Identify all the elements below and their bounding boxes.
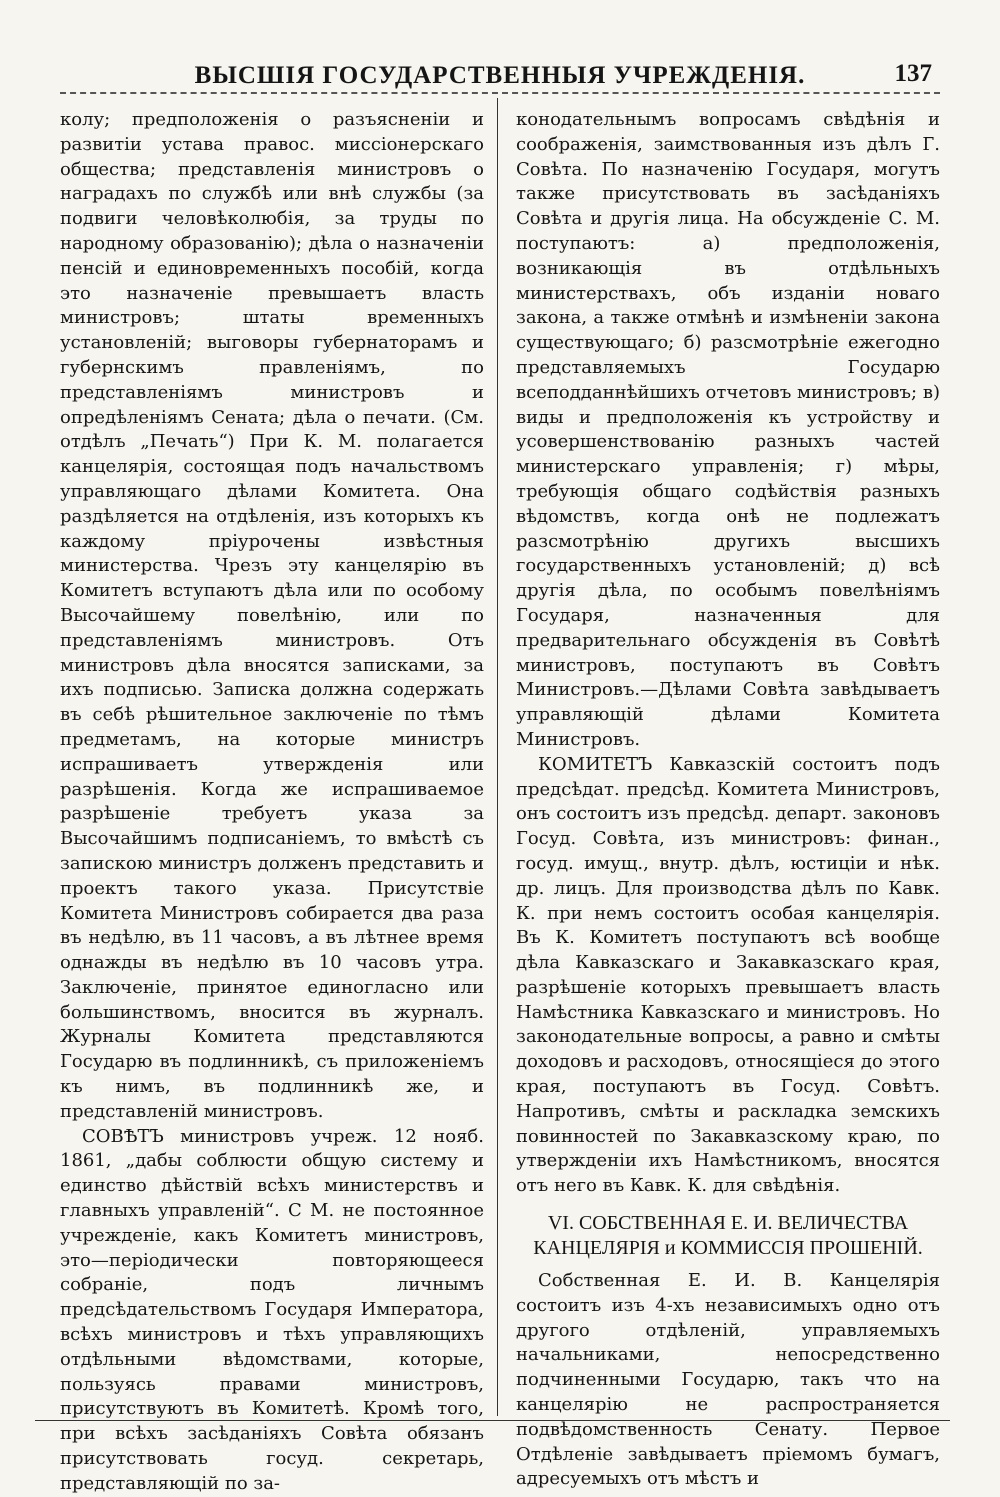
left-column — [60, 108, 490, 1494]
header-rule — [60, 92, 940, 94]
left-paragraph-1: колу; предположенія о разъясненіи и развитіи устава правос. миссіонерскаго общества; представленія министровъ о наградахъ по службѣ или внѣ службы (за подвиги человѣколюбія, за труды по народному образованію); дѣла о назначеніи пенсій и единовременныхъ пособій, когда это назначеніе превышаетъ власть министровъ; штаты временныхъ установленій; выговоры губернаторамъ и губернскимъ правленіямъ, по представленіямъ министровъ и опредѣленіямъ Сената; дѣла о печати. (См. отдѣлъ „Печать“) При К. М. полагается канцелярія, состоящая подъ начальствомъ управляющаго дѣлами Комитета. Она раздѣляется на отдѣленія, изъ которыхъ къ каждому пріурочены извѣстныя министерства. Чрезъ эту канцелярію въ Комитетъ вступаютъ дѣла или по особому Высочайшему повелѣнію, или по представленіямъ министровъ. Отъ министровъ дѣла вносятся записками, за ихъ подписью. Записка должна содержать въ себѣ рѣшительное заключеніе по тѣмъ предметамъ, на которые министръ испрашиваетъ утвержденія или разрѣшенія. Когда же испрашиваемое разрѣшеніе требуетъ указа за Высочайшимъ подписаніемъ, то вмѣстѣ съ запискою министръ долженъ представить и проектъ такого указа. Присутствіе Комитета Министровъ собирается два раза въ недѣлю, въ 11 часовъ, а въ лѣтнее время однажды въ недѣлю въ 10 часовъ утра. Заключеніе, принятое единогласно или большинствомъ, вносится въ журналъ. Журналы Комитета представляются Государю въ подлинникѣ, съ приложеніемъ къ нимъ, въ подлинникѣ же, и представленій министровъ. — [60, 109, 484, 1122]
right-paragraph-2: КОМИТЕТЪ Кавказскій состоитъ подъ предсѣдат. предсѣд. Комитета Министровъ, онъ состоитъ изъ предсѣд. департ. законовъ Госуд. Совѣта, изъ министровъ: финан., госуд. имущ., внутр. дѣлъ, юстиціи и нѣк. др. лицъ. Для производства дѣлъ по Кавк. К. при немъ состоитъ особая канцелярія. Въ К. Комитетъ поступаютъ всѣ вообще дѣла Кавказскаго и Закавказскаго края, разрѣшеніе которыхъ превышаетъ власть Намѣстника Кавказскаго и министровъ. Но законодательные вопросы, а равно и смѣты доходовъ и расходовъ, относящіеся до этого края, поступаютъ въ Госуд. Совѣтъ. Напротивъ, смѣты и раскладка земскихъ повинностей по Закавказскому краю, по утвержденіи ихъ Намѣстникомъ, вносятся отъ него въ Кавк. К. для свѣдѣнія. — [516, 753, 940, 1197]
bottom-rule — [35, 1420, 950, 1421]
right-paragraph-3: Собственная Е. И. В. Канцелярія состоитъ изъ 4-хъ независимыхъ одно отъ другого отдѣленій, управляемыхъ начальниками, непосредственно подчиненными Государю, такъ что на канцелярію не распространяется подвѣдомственность Сенату. Первое Отдѣленіе завѣдываетъ пріемомъ бумагъ, адресуемыхъ отъ мѣстъ и — [516, 1270, 940, 1490]
right-column — [510, 108, 940, 1490]
section-heading: VI. СОБСТВЕННАЯ Е. И. ВЕЛИЧЕСТВА КАНЦЕЛЯРІЯ и КОММИССІЯ ПРОШЕНІЙ. — [533, 1212, 923, 1260]
page-header — [60, 56, 940, 96]
right-paragraph-1: конодательнымъ вопросамъ свѣдѣнія и соображенія, заимствованныя изъ дѣлъ Г. Совѣта. По назначенію Государя, могутъ также присутствовать въ засѣданіяхъ Совѣта и другія лица. На обсужденіе С. М. поступаютъ: а) предположенія, возникающія въ отдѣльныхъ министерствахъ, объ изданіи новаго закона, а также отмѣнѣ и измѣненіи закона существующаго; б) разсмотрѣніе ежегодно представляемыхъ Государю всеподданнѣйшихъ отчетовъ министровъ; в) виды и предположенія къ устройству и усовершенствованію разныхъ частей министерскаго управленія; г) мѣры, требующія общаго содѣйствія разныхъ вѣдомствъ, когда онѣ не подлежатъ разсмотрѣнію другихъ высшихъ государственныхъ установленій; д) всѣ другія дѣла, по особымъ повелѣніямъ Государя, назначенныя для предварительнаго обсужденія въ Совѣтѣ министровъ, поступаютъ въ Совѣтъ Министровъ.—Дѣлами Совѣта завѣдываетъ управляющій дѣлами Комитета Министровъ. — [516, 109, 940, 750]
left-paragraph-2: СОВѢТЪ министровъ учреж. 12 нояб. 1861, „дабы соблюсти общую систему и единство дѣйствій всѣхъ министерствъ и главныхъ управленій“. С М. не постоянное учрежденіе, какъ Комитетъ министровъ, это—періодически повторяющееся собраніе, подъ личнымъ предсѣдательствомъ Государя Императора, всѣхъ министровъ и тѣхъ управляющихъ отдѣльными вѣдомствами, которые, пользуясь правами министровъ, присутствуютъ въ Комитетѣ. Кромѣ того, при всѣхъ засѣданіяхъ Совѣта обязанъ присутствовать госуд. секретарь, представляющій по за- — [60, 1125, 484, 1494]
running-title: ВЫСШІЯ ГОСУДАРСТВЕННЫЯ УЧРЕЖДЕНІЯ. — [194, 62, 806, 89]
page-number: 137 — [894, 60, 932, 87]
column-divider — [497, 98, 498, 1416]
